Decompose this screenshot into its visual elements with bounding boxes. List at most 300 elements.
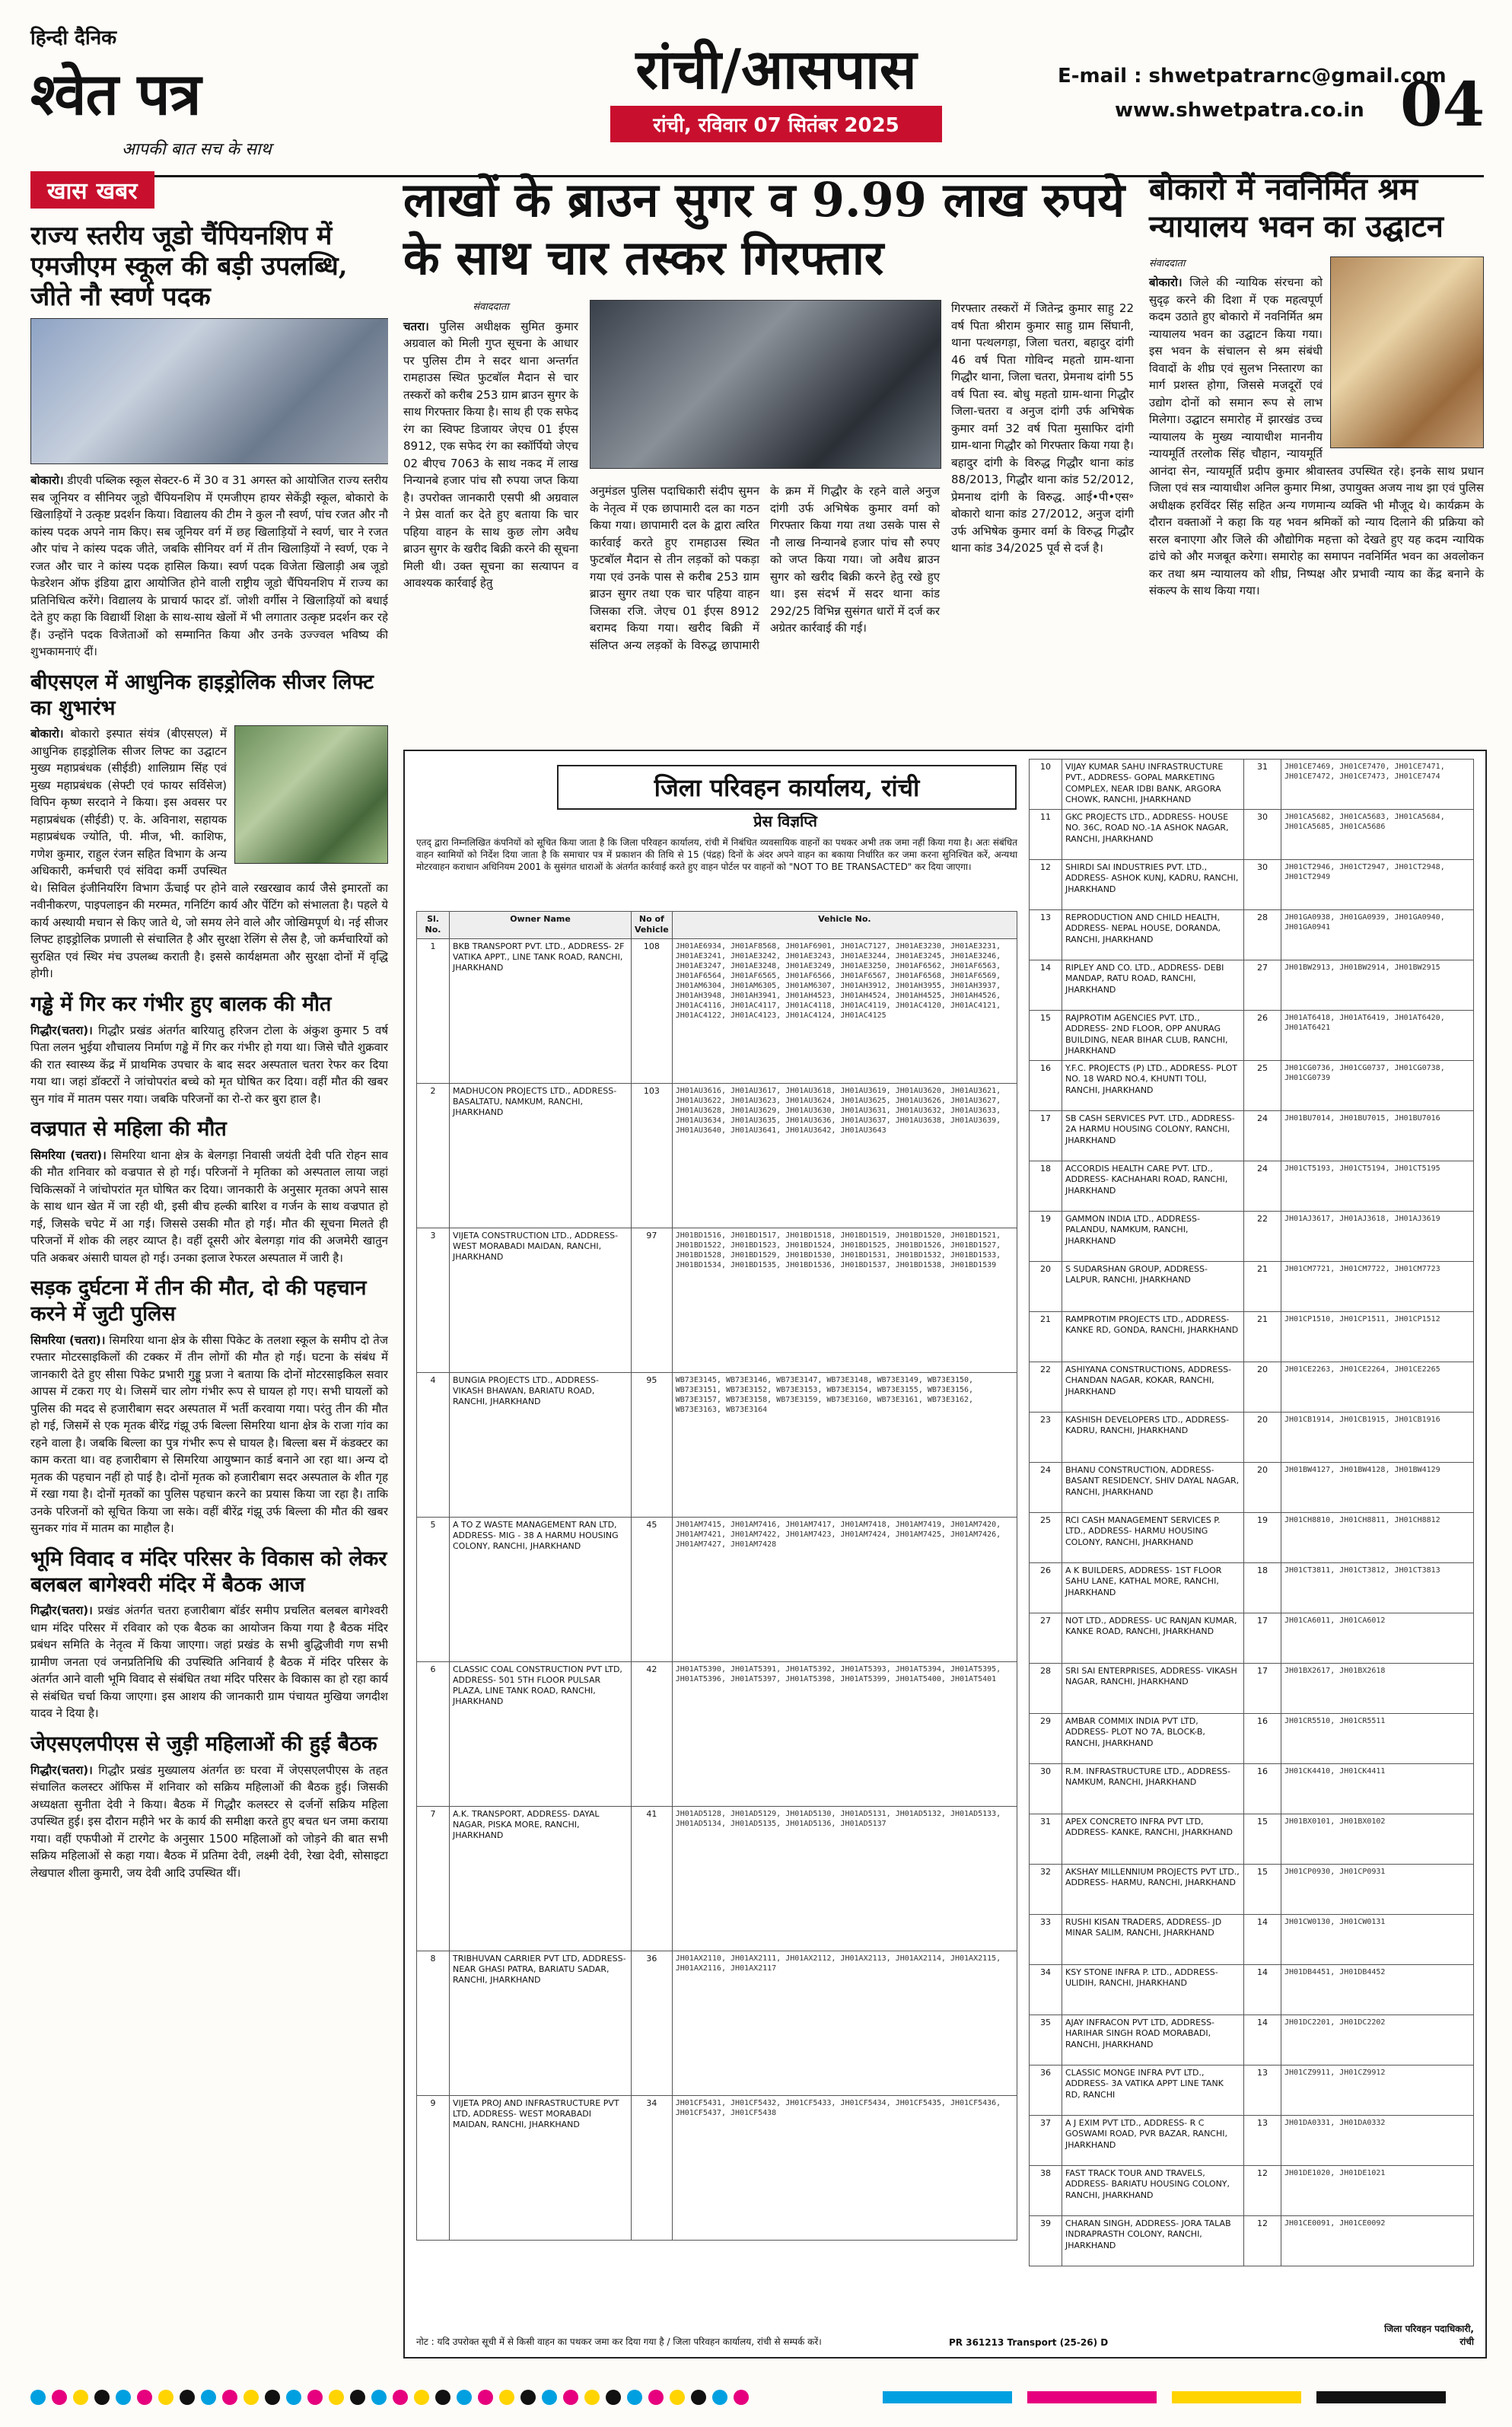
registration-dot	[627, 2390, 642, 2405]
row-owner: CHARAN SINGH, ADDRESS- JORA TALAB INDRAPRASTH COLONY, RANCHI, JHARKHAND	[1062, 2216, 1244, 2266]
row-sl: 10	[1030, 760, 1062, 810]
row-count: 45	[632, 1517, 673, 1661]
transport-office-notice	[403, 750, 1487, 2359]
lead-body-b: अनुमंडल पुलिस पदाधिकारी संदीप सुमन के नेतृत्व में एक छापामारी दल का गठन किया गया। छापामारी दल के द्वारा त्वरित कार्रवाई करते हुए रामहाउस स्थित फुटबॉल मैदान से तीन लड़कों को पकड़ा गया एवं उनके पास से करीब 253 ग्राम ब्राउन सुगर तथा एक चार पहिया वाहन जिसका रजि. जेएच 01 ईएस 8912 बरामद किया गया। खरीद बिक्री में संलिप्त अन्य लड़कों के विरुद्ध छापामारी के क्रम में गिद्धौर के रहने वाले अनुज दांगी उर्फ अभिषेक कुमार वर्मा को गिरफ्तार किया गया तथा उसके पास से नौ लाख निन्यानबे हजार पांच सौ रुपए को जप्त किया गया। जो अवैध ब्राउन सुगर को खरीद बिक्री करने हेतु रखे हुए था। इस संदर्भ में सदर थाना कांड 292/25 विभिन्न सुसंगत धारों में दर्ज कर अग्रेतर कार्रवाई की गई।	[590, 484, 940, 652]
row-vehicles: JH01CG0736, JH01CG0737, JH01CG0738, JH01CG0739	[1281, 1061, 1474, 1111]
registration-dot	[116, 2390, 131, 2405]
row-vehicles: JH01CT2946, JH01CT2947, JH01CT2948, JH01CT2949	[1281, 860, 1474, 910]
table-row	[1030, 1011, 1474, 1061]
row-owner: VIJAY KUMAR SAHU INFRASTRUCTURE PVT., ADDRESS- GOPAL MARKETING COMPLEX, NEAR IDBI BANK, ARGORA CHOWK, RANCHI, JHARKHAND	[1062, 760, 1244, 810]
table-row	[1030, 1613, 1474, 1664]
row-vehicles: JH01CT5193, JH01CT5194, JH01CT5195	[1281, 1161, 1474, 1212]
row-vehicles: JH01CE2263, JH01CE2264, JH01CE2265	[1281, 1362, 1474, 1413]
row-sl: 4	[417, 1372, 450, 1517]
child-death-story	[30, 1022, 388, 1108]
row-sl: 17	[1030, 1111, 1062, 1161]
judo-dateline: बोकारो।	[30, 473, 64, 488]
row-count: 31	[1244, 760, 1281, 810]
row-sl: 39	[1030, 2216, 1062, 2266]
row-count: 28	[1244, 910, 1281, 960]
row-vehicles: JH01CE0091, JH01CE0092	[1281, 2216, 1474, 2266]
signature-line-b: रांची	[1459, 2336, 1474, 2347]
table-header-row	[417, 912, 1017, 939]
row-owner: A.K. TRANSPORT, ADDRESS- DAYAL NAGAR, PISKA MORE, RANCHI, JHARKHAND	[450, 1806, 632, 1951]
row-vehicles: WB73E3145, WB73E3146, WB73E3147, WB73E3148, WB73E3149, WB73E3150, WB73E3151, WB73E3152, WB73E3153, WB73E3154, WB73E3155, WB73E3156, WB73E3157, WB73E3158, WB73E3159, WB73E3160, WB73E3161, WB73E3162, WB73E3163, WB73E3164	[672, 1372, 1017, 1517]
row-vehicles: JH01AU3616, JH01AU3617, JH01AU3618, JH01AU3619, JH01AU3620, JH01AU3621, JH01AU3622, JH01AU3623, JH01AU3624, JH01AU3625, JH01AU3626, JH01AU3627, JH01AU3628, JH01AU3629, JH01AU3630, JH01AU3631, JH01AU3632, JH01AU3633, JH01AU3634, JH01AU3635, JH01AU3636, JH01AU3637, JH01AU3638, JH01AU3639, JH01AU3640, JH01AU3641, JH01AU3642, JH01AU3643	[672, 1083, 1017, 1228]
row-count: 20	[1244, 1413, 1281, 1463]
table-row	[1030, 1362, 1474, 1413]
vehicle-table-right	[1029, 759, 1474, 2266]
table-row	[1030, 2116, 1474, 2166]
row-vehicles: JH01CE7469, JH01CE7470, JH01CE7471, JH01CE7472, JH01CE7473, JH01CE7474	[1281, 760, 1474, 810]
temple-meeting-body: प्रखंड अंतर्गत चतरा हजारीबाग बॉर्डर समीप प्रचलित बलबल बागेश्वरी धाम मंदिर परिसर में रविवार को एक बैठक का आयोजन किया गया है बैठक मंदिर प्रबंधन समिति के नेतृत्व में किया जाएगा। जहां प्रखंड के सभी बुद्धिजीवी गण सभी ग्रामीण जनता एवं जनप्रतिनिधि की उपस्थिति अनिवार्य है बैठक में मंदिर परिसर के अंतर्गत आने वाली भूमि विवाद से संबंधित तथा मंदिर परिसर के विकास का हो रहा कार्य से संबंधित चर्चा किया जाएगा। इस आशय की जानकारी ग्राम पंचायत मुखिया जगदीश यादव ने दिया है।	[30, 1604, 388, 1721]
row-sl: 9	[417, 2095, 450, 2240]
section-title: रांची/आसपास	[635, 37, 917, 101]
row-count: 15	[1244, 1814, 1281, 1865]
row-vehicles: JH01GA0938, JH01GA0939, JH01GA0940, JH01GA0941	[1281, 910, 1474, 960]
row-owner: BKB TRANSPORT PVT. LTD., ADDRESS- 2F VATIKA APPT., LINE TANK ROAD, RANCHI, JHARKHAND	[450, 938, 632, 1083]
registration-bar	[1027, 2391, 1157, 2403]
row-sl: 3	[417, 1228, 450, 1372]
table-row	[1030, 1513, 1474, 1563]
arrested-smugglers-photo	[590, 300, 941, 469]
table-row	[1030, 860, 1474, 910]
table-row	[417, 1372, 1017, 1517]
row-count: 17	[1244, 1664, 1281, 1714]
registration-dot	[201, 2390, 216, 2405]
judo-headline: राज्य स्तरीय जूडो चैंपियनशिप में एमजीएम स्कूल की बड़ी उपलब्धि, जीते नौ स्वर्ण पदक	[30, 221, 348, 313]
masthead-center	[609, 37, 944, 142]
registration-dot	[180, 2390, 195, 2405]
row-vehicles: JH01BX0101, JH01BX0102	[1281, 1814, 1474, 1865]
labour-court-dateline: बोकारो।	[1149, 276, 1183, 290]
row-owner: SRI SAI ENTERPRISES, ADDRESS- VIKASH NAGAR, RANCHI, JHARKHAND	[1062, 1664, 1244, 1714]
row-vehicles: JH01BX2617, JH01BX2618	[1281, 1664, 1474, 1714]
badge-word-b: खबर	[96, 178, 138, 205]
table-row	[1030, 1563, 1474, 1613]
table-row	[417, 1661, 1017, 1806]
registration-dot	[94, 2390, 110, 2405]
row-count: 21	[1244, 1262, 1281, 1312]
row-owner: RAMPROTIM PROJECTS LTD., ADDRESS- KANKE RD, GONDA, RANCHI, JHARKHAND	[1062, 1312, 1244, 1362]
lightning-headline: वज्रपात से महिला की मौत	[30, 1117, 227, 1142]
registration-dot	[584, 2390, 600, 2405]
row-sl: 38	[1030, 2166, 1062, 2216]
row-owner: A K BUILDERS, ADDRESS- 1ST FLOOR SAHU LANE, KATHAL MORE, RANCHI, JHARKHAND	[1062, 1563, 1244, 1613]
row-owner: KASHISH DEVELOPERS LTD., ADDRESS- KADRU, RANCHI, JHARKHAND	[1062, 1413, 1244, 1463]
row-sl: 24	[1030, 1463, 1062, 1513]
contact-email[interactable]: E-mail : shwetpatrarnc@gmail.com	[1058, 65, 1447, 88]
row-vehicles: JH01AE6934, JH01AF8568, JH01AF6901, JH01AC7127, JH01AE3230, JH01AE3231, JH01AE3241, JH01AE3242, JH01AE3243, JH01AE3244, JH01AE3245, JH01AE3246, JH01AE3247, JH01AE3248, JH01AE3249, JH01AE3250, JH01AF6562, JH01AF6563, JH01AF6564, JH01AF6565, JH01AF6566, JH01AF6567, JH01AF6568, JH01AF6569, JH01AM6304, JH01AM6305, JH01AM6307, JH01AH3912, JH01AH3955, JH01AH3937, JH01AH3948, JH01AH3941, JH01AH4523, JH01AH4524, JH01AH4525, JH01AH4526, JH01AC4116, JH01AC4117, JH01AC4118, JH01AC4119, JH01AC4120, JH01AC4121, JH01AC4122, JH01AC4123, JH01AC4124, JH01AC4125	[672, 938, 1017, 1083]
temple-meeting-headline: भूमि विवाद व मंदिर परिसर के विकास को लेकर बलबल बागेश्वरी मंदिर में बैठक आज	[30, 1546, 387, 1597]
labour-court-headline: बोकारो में नवनिर्मित श्रम न्यायालय भवन का उद्घाटन	[1149, 171, 1444, 244]
row-count: 21	[1244, 1312, 1281, 1362]
row-count: 108	[632, 938, 673, 1083]
masthead-small-title: हिन्दी दैनिक	[30, 27, 117, 49]
row-vehicles: JH01BU7014, JH01BU7015, JH01BU7016	[1281, 1111, 1474, 1161]
row-owner: ACCORDIS HEALTH CARE PVT. LTD., ADDRESS- KACHAHARI ROAD, RANCHI, JHARKHAND	[1062, 1161, 1244, 1212]
row-count: 30	[1244, 860, 1281, 910]
registration-dot	[350, 2390, 365, 2405]
table-row	[1030, 810, 1474, 860]
row-vehicles: JH01CK4410, JH01CK4411	[1281, 1764, 1474, 1814]
header-sl: Sl. No.	[417, 912, 450, 939]
temple-meeting-dateline: गिद्धौर(चतरा)।	[30, 1604, 93, 1618]
table-row	[1030, 1262, 1474, 1312]
header-vehicles: Vehicle No.	[672, 912, 1017, 939]
accident-body: सिमरिया थाना क्षेत्र के सीसा पिकेट के तलशा स्कूल के समीप दो तेज रफ्तार मोटरसाइकिलों की टक्कर में तीन लोगों की मौत हो गई। घटना के संबंध में जानकारी देते हुए सीसा पिकेट प्रभारी गुड्डू प्रजा ने बताया कि दोनों मोटरसाइकिल सवार आपस में टकरा गए थे। जिसमें चार लोग गंभीर रूप से घायल हो गए। सभी घायलों को पुलिस की मदद से हजारीबाग सदर अस्पताल में भर्ती करवाया गया। परंतु तीन की मौत हो गई, जिसमें से एक मृतक बीरेंद्र गंझू उर्फ बिल्ला सिमरिया थाना क्षेत्र के राजा गांव का रहने वाला है। जबकि बिल्ला का पुत्र गंभीर रूप से घायल है। बिल्ला बस में कंडक्टर का काम करता था। वह हजारीबाग से सिमरिया आयुष्मान कार्ड बनाने आ रहा था। अन्य दो मृतक की पहचान नहीं हो पाई है। दोनों मृतक को हजारीबाग सदर अस्पताल के शीत गृह में रखा गया है। दोनों मृतकों का पुलिस पहचान करने का प्रयास किया जा रहा है। ताकि उनके परिजनों को सूचित किया जा सके। वहीं बीरेंद्र गंझू उर्फ बिल्ला की मौत की खबर सुनकर गांव में मातम का माहौल है।	[30, 1333, 388, 1536]
lead-body-c: गिरफ्तार तस्करों में जितेन्द्र कुमार साहु 22 वर्ष पिता श्रीराम कुमार साहु ग्राम सिंघानी, थाना पत्थलगड़ा, जिला चतरा, बहादुर दांगी 46 वर्ष पिता गोविन्द महतो ग्राम-थाना गिद्धौर थाना, जिला चतरा, प्रेमनाथ दांगी 55 वर्ष पिता स्व. बोधु महतो ग्राम-थाना गिद्धौर जिला-चतरा व अनुज दांगी उर्फ अभिषेक कुमार वर्मा 32 वर्ष पिता मुसाफिर दांगी ग्राम-थाना गिद्धौर को गिरफ्तार किया गया है। बहादुर दांगी के विरुद्ध गिद्धौर थाना कांड 88/2013, गिद्धौर थाना कांड 52/2012, प्रेमनाथ दांगी के विरुद्ध. आई•पी•एस॰ बोकारो थाना कांड 27/2012, अनुज दांगी उर्फ अभिषेक कुमार वर्मा के विरुद्ध गिद्धौर थाना कांड 34/2025 पूर्व से दर्ज है।	[951, 301, 1134, 556]
header-owner: Owner Name	[450, 912, 632, 939]
row-count: 19	[1244, 1513, 1281, 1563]
masthead	[30, 23, 1485, 159]
row-owner: RUSHI KISAN TRADERS, ADDRESS- JD MINAR SALIM, RANCHI, JHARKHAND	[1062, 1915, 1244, 1965]
table-row	[1030, 1312, 1474, 1362]
row-sl: 34	[1030, 1965, 1062, 2015]
row-owner: CLASSIC COAL CONSTRUCTION PVT LTD, ADDRESS- 501 5TH FLOOR PULSAR PLAZA, LINE TANK ROAD, RANCHI, JHARKHAND	[450, 1661, 632, 1806]
table-row	[1030, 2015, 1474, 2065]
judo-team-photo	[30, 318, 388, 464]
judo-story	[30, 472, 388, 661]
row-count: 16	[1244, 1714, 1281, 1764]
row-count: 13	[1244, 2116, 1281, 2166]
vehicle-table-left	[416, 911, 1017, 2241]
pr-number: PR 361213 Transport (25-26) D	[949, 2337, 1109, 2348]
child-death-headline: गड्ढे में गिर कर गंभीर हुए बालक की मौत	[30, 992, 332, 1016]
table-row	[1030, 2166, 1474, 2216]
row-sl: 13	[1030, 910, 1062, 960]
labour-court-story	[1149, 171, 1484, 742]
lightning-body: सिमरिया थाना क्षेत्र के बेलगड़ा निवासी जयंती देवी पति रोहन साव की मौत शनिवार को वज्रपात से हो गई। परिजनों ने मृतिका को अस्पताल लाया जहां चिकित्सकों ने जांचोपरांत मृत घोषित कर दिया। जानकारी के अनुसार मृतका अपने सास के साथ धान खेत में जा रही थी, इसी बीच हल्की बारिश व गर्जन के साथ वज्रपात हो गई, जिसके चपेट में आ गई। जिससे उसकी मौत हो गई। मौत की सूचना मिलते ही परिजनों में शोक की लहर व्याप्त है। वहीं दूसरी ओर बेलगड़ा गांव की अजमेरी खातुन पति अकबर अंसारी घायल हो गई। उनका इलाज रेफरल अस्पताल में जारी है।	[30, 1148, 388, 1265]
row-owner: RAJPROTIM AGENCIES PVT. LTD., ADDRESS- 2ND FLOOR, OPP ANURAG BUILDING, NEAR BIHAR CLUB, RANCHI, JHARKHAND	[1062, 1011, 1244, 1061]
labour-court-body: जिले की न्यायिक संरचना को सुदृढ़ करने की दिशा में एक महत्वपूर्ण कदम उठाते हुए बोकारो में नवनिर्मित श्रम न्यायालय भवन का उद्घाटन किया गया। इस भवन के संचालन से श्रम संबंधी विवादों के शीघ्र एवं सुलभ निस्तारण का मार्ग प्रशस्त होगा, जिससे मजदूरों एवं उद्योग दोनों को समान रूप से लाभ मिलेगा। उद्घाटन समारोह में झारखंड उच्च न्यायालय के मुख्य न्यायाधीश माननीय न्यायमूर्ति तरलोक सिंह चौहान, न्यायमूर्ति आनंदा सेन, न्यायमूर्ति प्रदीप कुमार श्रीवास्तव उपस्थित रहे। इनके साथ प्रधान जिला एवं सत्र न्यायाधीश अनिल कुमार मिश्रा, उपायुक्त अजय नाथ झा एवं पुलिस अधीक्षक हरविंदर सिंह सहित अन्य गणमान्य व्यक्ति भी मौजूद थे। कार्यक्रम के दौरान वक्ताओं ने कहा कि यह भवन श्रमिकों को न्याय दिलाने की प्रक्रिया को सरल बनाएगा और जिले की औद्योगिक महत्ता को देखते हुए यह कदम न्यायिक ढांचे को और मजबूत करेगा। समारोह का समापन नवनिर्मित भवन का अवलोकन कर तथा श्रम न्यायालय को शीघ्र, निष्पक्ष और प्रभावी न्याय का केंद्र बनाने के संकल्प के साथ किया गया।	[1149, 276, 1484, 598]
row-sl: 25	[1030, 1513, 1062, 1563]
registration-bar	[1172, 2391, 1301, 2403]
row-sl: 7	[417, 1806, 450, 1951]
jslps-body: गिद्धौर प्रखंड मुख्यालय अंतर्गत छः घरवा में जेएसएलपीएस के तहत संचालित कलस्टर ऑफिस में शनिवार को सक्रिय महिलाओं की बैठक हुई। जिसकी अध्यक्षता सुनीता देवी ने किया। बैठक में गिद्धौर कलस्टर से दर्जनों सक्रिय महिला उपस्थित हुई। इस दौरान महीने भर के कार्य की समीक्षा करते हुए बचत धन जमा कराया गया। वहीं एफपीओ में टारगेट के अनुसार 1500 महिलाओं को जोड़ने की बात सभी सक्रिय महिलाओं से कहा गया। बैठक में प्रतिमा देवी, लक्ष्मी देवी, रेखा देवी, सोसाइटा लेखपाल शीला कुमारी, जय देवी आदि उपस्थित थीं।	[30, 1763, 388, 1880]
header-count: No of Vehicle	[632, 912, 673, 939]
table-row	[1030, 2065, 1474, 2116]
registration-dot	[329, 2390, 344, 2405]
row-count: 22	[1244, 1212, 1281, 1262]
table-row	[1030, 1965, 1474, 2015]
row-count: 18	[1244, 1563, 1281, 1613]
lightning-dateline: सिमरिया (चतरा)।	[30, 1148, 107, 1162]
row-vehicles: JH01DB4451, JH01DB4452	[1281, 1965, 1474, 2015]
row-sl: 26	[1030, 1563, 1062, 1613]
registration-dot	[648, 2390, 664, 2405]
row-sl: 21	[1030, 1312, 1062, 1362]
registration-dot	[265, 2390, 280, 2405]
row-vehicles: JH01CH8810, JH01CH8811, JH01CH8812	[1281, 1513, 1474, 1563]
masthead-tagline: आपकी बात सच के साथ	[122, 140, 272, 159]
table-row	[1030, 1664, 1474, 1714]
row-vehicles: JH01AD5128, JH01AD5129, JH01AD5130, JH01AD5131, JH01AD5132, JH01AD5133, JH01AD5134, JH01AD5135, JH01AD5136, JH01AD5137	[672, 1806, 1017, 1951]
row-count: 97	[632, 1228, 673, 1372]
row-sl: 31	[1030, 1814, 1062, 1865]
labour-court-byline: संवाददाता	[1149, 257, 1186, 269]
registration-dot	[244, 2390, 259, 2405]
row-vehicles: JH01CT3811, JH01CT3812, JH01CT3813	[1281, 1563, 1474, 1613]
row-owner: BHANU CONSTRUCTION, ADDRESS- BASANT RESIDENCY, SHIV DAYAL NAGAR, RANCHI, JHARKHAND	[1062, 1463, 1244, 1513]
registration-dot	[734, 2390, 749, 2405]
row-sl: 32	[1030, 1865, 1062, 1915]
row-sl: 15	[1030, 1011, 1062, 1061]
row-sl: 19	[1030, 1212, 1062, 1262]
row-count: 17	[1244, 1613, 1281, 1664]
registration-dot	[563, 2390, 578, 2405]
table-row	[1030, 760, 1474, 810]
row-owner: VIJETA PROJ AND INFRASTRUCTURE PVT LTD, ADDRESS- WEST MORABADI MAIDAN, RANCHI, JHARKHAND	[450, 2095, 632, 2240]
row-count: 25	[1244, 1061, 1281, 1111]
row-owner: FAST TRACK TOUR AND TRAVELS, ADDRESS- BARIATU HOUSING COLONY, RANCHI, JHARKHAND	[1062, 2166, 1244, 2216]
row-vehicles: JH01CB1914, JH01CB1915, JH01CB1916	[1281, 1413, 1474, 1463]
row-vehicles: JH01DE1020, JH01DE1021	[1281, 2166, 1474, 2216]
registration-dot	[478, 2390, 493, 2405]
row-owner: A J EXIM PVT LTD., ADDRESS- R C GOSWAMI ROAD, PVR BAZAR, RANCHI, JHARKHAND	[1062, 2116, 1244, 2166]
row-count: 20	[1244, 1463, 1281, 1513]
row-count: 20	[1244, 1362, 1281, 1413]
row-count: 36	[632, 1951, 673, 2095]
row-owner: AMBAR COMMIX INDIA PVT LTD, ADDRESS- PLOT NO 7A, BLOCK-B, RANCHI, JHARKHAND	[1062, 1714, 1244, 1764]
row-count: 24	[1244, 1161, 1281, 1212]
scissor-lift-photo	[234, 725, 388, 864]
bsl-dateline: बोकारो।	[30, 727, 64, 741]
row-vehicles: JH01AM7415, JH01AM7416, JH01AM7417, JH01AM7418, JH01AM7419, JH01AM7420, JH01AM7421, JH01AM7422, JH01AM7423, JH01AM7424, JH01AM7425, JH01AM7426, JH01AM7427, JH01AM7428	[672, 1517, 1017, 1661]
row-vehicles: JH01CA6011, JH01CA6012	[1281, 1613, 1474, 1664]
child-death-dateline: गिद्धौर(चतरा)।	[30, 1023, 93, 1037]
registration-dot	[457, 2390, 472, 2405]
row-sl: 20	[1030, 1262, 1062, 1312]
accident-story	[30, 1332, 388, 1537]
row-sl: 8	[417, 1951, 450, 2095]
khas-khabar-badge	[30, 171, 154, 209]
registration-dot	[499, 2390, 514, 2405]
lead-headline: लाखों के ब्राउन सुगर व 9.99 लाख रुपये के साथ चार तस्कर गिरफ्तार	[403, 172, 1125, 285]
row-owner: KSY STONE INFRA P. LTD., ADDRESS- ULIDIH, RANCHI, JHARKHAND	[1062, 1965, 1244, 2015]
row-count: 14	[1244, 1915, 1281, 1965]
lead-column-a	[403, 300, 578, 598]
lightning-story	[30, 1147, 388, 1267]
row-count: 95	[632, 1372, 673, 1517]
table-row	[1030, 1463, 1474, 1513]
temple-meeting-story	[30, 1602, 388, 1722]
row-owner: BUNGIA PROJECTS LTD., ADDRESS- VIKASH BHAWAN, BARIATU ROAD, RANCHI, JHARKHAND	[450, 1372, 632, 1517]
table-row	[417, 1083, 1017, 1228]
row-count: 41	[632, 1806, 673, 1951]
notice-title: जिला परिवहन कार्यालय, रांची	[557, 765, 1017, 810]
row-vehicles: JH01AT6418, JH01AT6419, JH01AT6420, JH01AT6421	[1281, 1011, 1474, 1061]
table-row	[417, 938, 1017, 1083]
table-row	[1030, 2216, 1474, 2266]
row-sl: 37	[1030, 2116, 1062, 2166]
row-sl: 18	[1030, 1161, 1062, 1212]
registration-dot	[307, 2390, 323, 2405]
row-count: 42	[632, 1661, 673, 1806]
row-owner: RCI CASH MANAGEMENT SERVICES P. LTD., ADDRESS- HARMU HOUSING COLONY, RANCHI, JHARKHAND	[1062, 1513, 1244, 1563]
row-sl: 11	[1030, 810, 1062, 860]
notice-footer-note: नोट : यदि उपरोक्त सूची में से किसी वाहन का पथकर जमा कर दिया गया है / जिला परिवहन कार्यालय, रांची से सम्पर्क करें।	[416, 2336, 822, 2347]
row-vehicles: JH01CZ9911, JH01CZ9912	[1281, 2065, 1474, 2116]
row-vehicles: JH01DA0331, JH01DA0332	[1281, 2116, 1474, 2166]
row-owner: AJAY INFRACON PVT LTD, ADDRESS- HARIHAR SINGH ROAD MORABADI, RANCHI, JHARKHAND	[1062, 2015, 1244, 2065]
row-sl: 35	[1030, 2015, 1062, 2065]
row-vehicles: JH01CM7721, JH01CM7722, JH01CM7723	[1281, 1262, 1474, 1312]
registration-dot	[73, 2390, 88, 2405]
child-death-body: गिद्धौर प्रखंड अंतर्गत बारियातु हरिजन टोला के अंकुश कुमार 5 वर्ष पिता ललन भुईया शौचालय निर्माण गड्ढे में गिर कर गंभीर हो गया था। जिसे चौते शुक्रवार की रात स्वास्थ्य केंद्र में प्राथमिक उपचार के बाद सदर अस्पताल चतरा रेफर कर दिया गया था। जहां डॉक्टरों ने जांचोपरांत बच्चे को मृत घोषित कर दिया। वहीं मौत की खबर सुन गांव में मातम पसर गया। जबकि परिजनों का रो-रो कर बुरा हाल है।	[30, 1023, 388, 1106]
row-vehicles: JH01AX2110, JH01AX2111, JH01AX2112, JH01AX2113, JH01AX2114, JH01AX2115, JH01AX2116, JH01AX2117	[672, 1951, 1017, 2095]
lead-byline: संवाददाता	[473, 301, 509, 314]
row-owner: GAMMON INDIA LTD., ADDRESS- PALANDU, NAMKUM, RANCHI, JHARKHAND	[1062, 1212, 1244, 1262]
row-vehicles: JH01DC2201, JH01DC2202	[1281, 2015, 1474, 2065]
jslps-dateline: गिद्धौर(चतरा)।	[30, 1763, 93, 1777]
row-count: 103	[632, 1083, 673, 1228]
issue-date: रांची, रविवार 07 सितंबर 2025	[610, 106, 942, 142]
print-registration-strip	[0, 2382, 1512, 2413]
registration-dot	[371, 2390, 387, 2405]
table-row	[417, 1806, 1017, 1951]
row-owner: RIPLEY AND CO. LTD., ADDRESS- DEBI MANDAP, RATU ROAD, RANCHI, JHARKHAND	[1062, 960, 1244, 1011]
row-vehicles: JH01BW2913, JH01BW2914, JH01BW2915	[1281, 960, 1474, 1011]
lead-body-a: पुलिस अधीक्षक सुमित कुमार अग्रवाल को मिली गुप्त सूचना के आधार पर पुलिस टीम ने सदर थाना अन्तर्गत रामहाउस स्थित फुटबॉल मैदान से चार तस्करों को करीब 253 ग्राम ब्राउन सुगर के साथ गिरफ्तार किया है। साथ ही एक सफेद रंग का स्विफ्ट डिजायर जेएच 01 ईएस 8912, एक सफेद रंग का स्कॉर्पियो जेएच 02 बीएच 7063 के साथ नकद में लाख निन्यानबे हजार पांच सौ रुपया जप्त किया है। उपरोक्त जानकारी एसपी श्री अग्रवाल ने प्रेस वार्ता कर देते हुए बताया कि चार पहिया वाहन के साथ कुछ लोग अवैध ब्राउन सुगर के खरीद बिक्री करने की सूचना मिली थी। उक्त सूचना का सत्यापन व आवश्यक कार्रवाई हेतु	[403, 319, 578, 591]
row-vehicles: JH01AJ3617, JH01AJ3618, JH01AJ3619	[1281, 1212, 1474, 1262]
notice-subtitle: प्रेस विज्ञप्ति	[753, 812, 817, 830]
accident-headline: सड़क दुर्घटना में तीन की मौत, दो की पहचान करने में जुटी पुलिस	[30, 1276, 367, 1327]
lead-columns	[403, 300, 1134, 726]
signature-line-a: जिला परिवहन पदाधिकारी,	[1384, 2323, 1474, 2334]
row-owner: CLASSIC MONGE INFRA PVT LTD., ADDRESS- 3A VATIKA APPT LINE TANK RD, RANCHI	[1062, 2065, 1244, 2116]
row-vehicles: JH01CW0130, JH01CW0131	[1281, 1915, 1474, 1965]
row-sl: 33	[1030, 1915, 1062, 1965]
lead-dateline: चतरा।	[403, 319, 429, 333]
table-row	[417, 1517, 1017, 1661]
row-vehicles: JH01CA5682, JH01CA5683, JH01CA5684, JH01CA5685, JH01CA5686	[1281, 810, 1474, 860]
row-vehicles: JH01CF5431, JH01CF5432, JH01CF5433, JH01CF5434, JH01CF5435, JH01CF5436, JH01CF5437, JH01CF5438	[672, 2095, 1017, 2240]
row-owner: Y.F.C. PROJECTS (P) LTD., ADDRESS- PLOT NO. 18 WARD NO.4, KHUNTI TOLI, RANCHI, JHARKHAND	[1062, 1061, 1244, 1111]
lead-story	[403, 171, 1134, 742]
accident-dateline: सिमरिया (चतरा)।	[30, 1333, 106, 1347]
row-owner: S SUDARSHAN GROUP, ADDRESS- LALPUR, RANCHI, JHARKHAND	[1062, 1262, 1244, 1312]
registration-dot	[414, 2390, 429, 2405]
table-row	[1030, 1764, 1474, 1814]
judo-body: डीएवी पब्लिक स्कूल सेक्टर-6 में 30 व 31 अगस्त को आयोजित राज्य स्तरीय सब जूनियर व सीनियर जूडो चैंपियनशिप में एमजीएम हायर सेकेंड्री स्कूल, बोकारो के खिलाड़ियों ने उत्कृष्ट प्रदर्शन किया। विद्यालय की टीम ने कुल नौ स्वर्ण, पांच रजत और नौ कांस्य पदक अपने नाम किए। सब जूनियर वर्ग में छह खिलाड़ियों ने स्वर्ण, चार ने रजत और पांच ने कांस्य पदक जीते, जबकि सीनियर वर्ग में तीन खिलाड़ियों ने स्वर्ण, एक ने रजत और चार ने कांस्य पदक हासिल किया। स्वर्ण पदक विजेता खिलाड़ी अब जूडो फेडरेशन ऑफ इंडिया द्वारा आयोजित होने वाली राष्ट्रीय जूडो चैंपियनशिप में राज्य का प्रतिनिधित्व करेंगे। विद्यालय के प्राचार्य फादर डॉ. जोशी वर्गीस ने खिलाड़ियों को बधाई देते हुए कहा कि विद्यार्थी शिक्षा के साथ-साथ खेलों में भी लगातार उत्कृष्ट प्रदर्शन कर रहे हैं। उन्होंने पदक विजेताओं को सम्मानित किया और उनके उज्ज्वल भविष्य की शुभकामनाएं दीं।	[30, 473, 388, 659]
row-sl: 22	[1030, 1362, 1062, 1413]
row-vehicles: JH01CR5510, JH01CR5511	[1281, 1714, 1474, 1764]
table-row	[1030, 960, 1474, 1011]
left-column	[30, 171, 388, 2363]
registration-dot	[158, 2390, 173, 2405]
row-sl: 6	[417, 1661, 450, 1806]
registration-dot	[30, 2390, 46, 2405]
row-owner: REPRODUCTION AND CHILD HEALTH, ADDRESS- NEPAL HOUSE, DORANDA, RANCHI, JHARKHAND	[1062, 910, 1244, 960]
registration-dot	[606, 2390, 621, 2405]
row-sl: 23	[1030, 1413, 1062, 1463]
row-count: 12	[1244, 2166, 1281, 2216]
registration-dot	[286, 2390, 301, 2405]
row-owner: R.M. INFRASTRUCTURE LTD., ADDRESS- NAMKUM, RANCHI, JHARKHAND	[1062, 1764, 1244, 1814]
table-row	[1030, 1161, 1474, 1212]
row-owner: AKSHAY MILLENNIUM PROJECTS PVT LTD., ADDRESS- HARMU, RANCHI, JHARKHAND	[1062, 1865, 1244, 1915]
row-count: 12	[1244, 2216, 1281, 2266]
table-row	[1030, 910, 1474, 960]
registration-bar	[1316, 2391, 1446, 2403]
row-owner: NOT LTD., ADDRESS- UC RANJAN KUMAR, KANKE ROAD, RANCHI, JHARKHAND	[1062, 1613, 1244, 1664]
row-sl: 16	[1030, 1061, 1062, 1111]
table-row	[417, 2095, 1017, 2240]
registration-bar	[883, 2391, 1012, 2403]
table-row	[417, 1951, 1017, 2095]
row-count: 13	[1244, 2065, 1281, 2116]
row-count: 34	[632, 2095, 673, 2240]
registration-dot	[691, 2390, 706, 2405]
row-vehicles: JH01BD1516, JH01BD1517, JH01BD1518, JH01BD1519, JH01BD1520, JH01BD1521, JH01BD1522, JH01BD1523, JH01BD1524, JH01BD1525, JH01BD1526, JH01BD1527, JH01BD1528, JH01BD1529, JH01BD1530, JH01BD1531, JH01BD1532, JH01BD1533, JH01BD1534, JH01BD1535, JH01BD1536, JH01BD1537, JH01BD1538, JH01BD1539	[672, 1228, 1017, 1372]
page-number: 04	[1400, 68, 1485, 140]
table-row	[417, 1228, 1017, 1372]
row-count: 27	[1244, 960, 1281, 1011]
row-owner: GKC PROJECTS LTD., ADDRESS- HOUSE NO. 36C, ROAD NO.-1A ASHOK NAGAR, RANCHI, JHARKHAND	[1062, 810, 1244, 860]
row-count: 14	[1244, 1965, 1281, 2015]
bsl-headline: बीएसएल में आधुनिक हाइड्रोलिक सीजर लिफ्ट का शुभारंभ	[30, 670, 374, 720]
row-vehicles: JH01CP1510, JH01CP1511, JH01CP1512	[1281, 1312, 1474, 1362]
registration-dot	[542, 2390, 557, 2405]
labour-court-photo	[1330, 256, 1484, 448]
table-row	[1030, 1212, 1474, 1262]
row-owner: ASHIYANA CONSTRUCTIONS, ADDRESS- CHANDAN NAGAR, KOKAR, RANCHI, JHARKHAND	[1062, 1362, 1244, 1413]
row-sl: 5	[417, 1517, 450, 1661]
jslps-story	[30, 1762, 388, 1882]
row-owner: SB CASH SERVICES PVT. LTD., ADDRESS- 2A HARMU HOUSING COLONY, RANCHI, JHARKHAND	[1062, 1111, 1244, 1161]
row-sl: 36	[1030, 2065, 1062, 2116]
registration-dot	[712, 2390, 727, 2405]
row-count: 15	[1244, 1865, 1281, 1915]
masthead-logo: श्वेत पत्र	[30, 60, 201, 128]
table-row	[1030, 1413, 1474, 1463]
registration-dot	[52, 2390, 67, 2405]
registration-dot	[137, 2390, 152, 2405]
website-link[interactable]: www.shwetpatra.co.in	[1115, 99, 1364, 122]
lead-text-a	[403, 318, 578, 592]
row-sl: 14	[1030, 960, 1062, 1011]
row-sl: 28	[1030, 1664, 1062, 1714]
row-count: 30	[1244, 810, 1281, 860]
table-row	[1030, 1814, 1474, 1865]
registration-dot	[393, 2390, 408, 2405]
row-owner: APEX CONCRETO INFRA PVT LTD, ADDRESS- KANKE, RANCHI, JHARKHAND	[1062, 1814, 1244, 1865]
row-owner: MADHUCON PROJECTS LTD., ADDRESS- BASALTATU, NAMKUM, RANCHI, JHARKHAND	[450, 1083, 632, 1228]
table-row	[1030, 1111, 1474, 1161]
row-owner: VIJETA CONSTRUCTION LTD., ADDRESS- WEST MORABADI MAIDAN, RANCHI, JHARKHAND	[450, 1228, 632, 1372]
table-row	[1030, 1714, 1474, 1764]
row-sl: 30	[1030, 1764, 1062, 1814]
row-sl: 29	[1030, 1714, 1062, 1764]
row-sl: 2	[417, 1083, 450, 1228]
officer-signature	[1384, 2322, 1474, 2348]
row-count: 24	[1244, 1111, 1281, 1161]
row-owner: SHIRDI SAI INDUSTRIES PVT. LTD., ADDRESS- ASHOK KUNJ, KADRU, RANCHI, JHARKHAND	[1062, 860, 1244, 910]
bsl-body: बोकारो इस्पात संयंत्र (बीएसएल) में आधुनिक हाइड्रोलिक सीजर लिफ्ट का उद्घाटन मुख्य महाप्रबंधक (सीईडी) शालिग्राम सिंह एवं मुख्य महाप्रबंधक (सेफ्टी एवं फायर सर्विसेज) विपिन कृष्ण सरदाने ने किया। इस अवसर पर महाप्रबंधक (सीईडी) ए. के. अविनाश, सहायक महाप्रबंधक ज्योति, पी. मीज, भी. काशिफ, गणेश कुमार, राहुल रंजन सहित विभाग के अन्य अधिकारी, कर्मचारी एवं संविदा कर्मी उपस्थित थे। सिविल इंजीनियरिंग विभाग ऊँचाई पर होने वाले रखरखाव कार्य जैसे इमारतों का नवीनीकरण, पाइपलाइन की मरम्मत, गनिटिंग कार्य और पेंटिंग को संभालता है। पहले ये कार्य अस्थायी मचान से किए जाते थे, जो समय लेने वाले और जोखिमपूर्ण थे। नई सीजर लिफ्ट हाइड्रोलिक प्रणाली से संचालित है और सुरक्षा रेलिंग से लैस है, जो कर्मचारियों को सुरक्षित एवं स्थिर मंच उपलब्ध कराती है। इससे कार्यक्षमता और सुरक्षा दोनों में वृद्धि होगी।	[30, 727, 388, 981]
row-sl: 27	[1030, 1613, 1062, 1664]
registration-dot	[670, 2390, 685, 2405]
row-sl: 12	[1030, 860, 1062, 910]
registration-dot	[520, 2390, 536, 2405]
row-count: 14	[1244, 2015, 1281, 2065]
table-row	[1030, 1865, 1474, 1915]
jslps-headline: जेएसएलपीएस से जुड़ी महिलाओं की हुई बैठक	[30, 1731, 377, 1756]
registration-dot	[222, 2390, 237, 2405]
registration-dot	[435, 2390, 450, 2405]
row-owner: TRIBHUVAN CARRIER PVT LTD, ADDRESS- NEAR GHASI PATRA, BARIATU SADAR, RANCHI, JHARKHAND	[450, 1951, 632, 2095]
row-owner: A TO Z WASTE MANAGEMENT RAN LTD, ADDRESS- MIG - 38 A HARMU HOUSING COLONY, RANCHI, JHARKHAND	[450, 1517, 632, 1661]
